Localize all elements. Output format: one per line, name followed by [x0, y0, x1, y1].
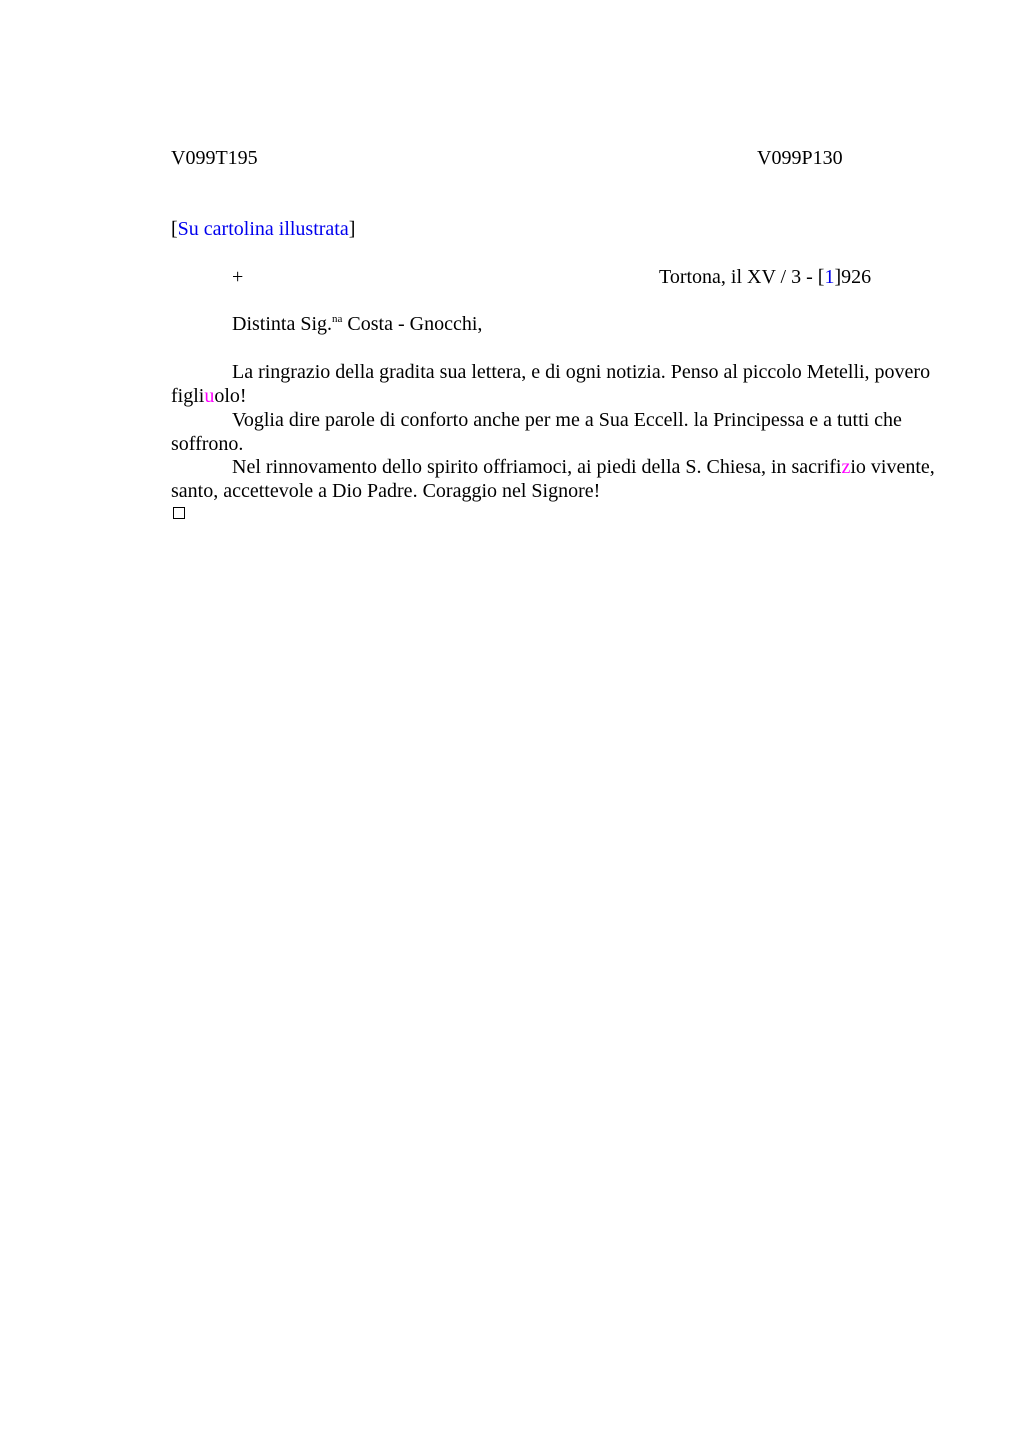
paragraph-1 — [171, 360, 941, 408]
paragraph-1-after: olo! — [214, 385, 247, 407]
date-inserted-digit: 1 — [824, 266, 835, 288]
cross-symbol: + — [232, 266, 244, 288]
date-line — [659, 265, 871, 289]
document-code-right: V099P130 — [757, 147, 843, 169]
note-open-bracket: [ — [171, 218, 178, 240]
salutation-before: Distinta Sig. — [232, 313, 333, 335]
document-code-left: V099T195 — [171, 147, 258, 169]
date-suffix: ]926 — [834, 266, 872, 288]
paragraph-3-correction: z — [841, 456, 851, 478]
paragraph-3-before: Nel rinnovamento dello spirito offriamoci, ai piedi della S. Chiesa, in sacrifi — [232, 456, 842, 478]
paragraph-3 — [171, 455, 941, 503]
paragraph-1-before: La ringrazio della gradita sua lettera, e di ogni notizia. Penso al piccolo Metelli, povero figli — [171, 361, 931, 407]
paragraph-1-correction: u — [204, 385, 215, 407]
salutation-after: Costa - Gnocchi, — [342, 313, 483, 335]
date-prefix: Tortona, il XV / 3 - [ — [659, 266, 825, 288]
paragraph-3-after: io vivente, santo, accettevole a Dio Padre. Coraggio nel Signore! — [171, 456, 935, 502]
salutation-superscript: na — [332, 313, 343, 325]
salutation — [232, 312, 482, 336]
paragraph-2: Voglia dire parole di conforto anche per me a Sua Eccell. la Principessa e a tutti che soffrono. — [171, 409, 902, 455]
note-close-bracket: ] — [348, 218, 356, 240]
note-text: Su cartolina illustrata — [177, 218, 349, 240]
editorial-note — [171, 217, 355, 241]
end-of-document-box-icon — [173, 507, 185, 519]
